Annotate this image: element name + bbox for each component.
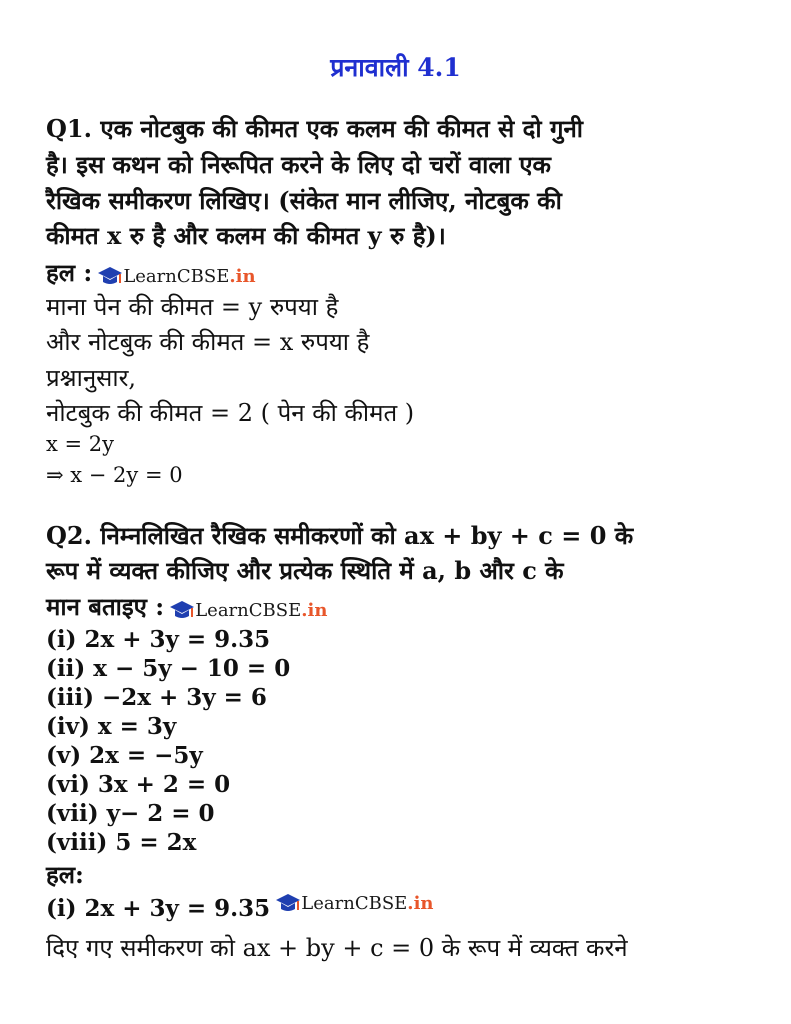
q1-solution-line-3: प्रश्नानुसार, xyxy=(46,364,137,392)
logo-tld: .in xyxy=(301,600,328,621)
q1-solution-line-4: नोटबुक की कीमत = 2 ( पेन की कीमत ) xyxy=(46,399,415,427)
q2-item-2: (ii) x − 5y − 10 = 0 xyxy=(46,655,291,682)
q2-solution-line: दिए गए समीकरण को ax + by + c = 0 के रूप में व्यक्त करने xyxy=(46,934,628,962)
q1-solution-line-5: x = 2y xyxy=(46,432,115,456)
q2-solution-item-row xyxy=(46,895,434,924)
logo-tld: .in xyxy=(407,893,434,914)
learncbse-logo xyxy=(275,892,433,916)
q1-line-2: है। इस कथन को निरूपित करने के लिए दो चरों वाला एक xyxy=(46,150,551,179)
q2-item-4: (iv) x = 3y xyxy=(46,713,177,740)
exercise-title: प्रनावाली 4.1 xyxy=(330,53,461,82)
q2-item-5: (v) 2x = −5y xyxy=(46,742,203,769)
solution-label: हल : xyxy=(46,258,93,287)
q1-line-3: रैखिक समीकरण लिखिए। (संकेत मान लीजिए, नोटबुक की xyxy=(46,186,562,215)
q1-solution-line-2: और नोटबुक की कीमत = x रुपया है xyxy=(46,328,370,356)
learncbse-logo xyxy=(97,265,255,289)
q1-solution-line-1: माना पेन की कीमत = y रुपया है xyxy=(46,293,339,321)
graduation-cap-icon xyxy=(97,265,123,289)
q1-line-4: कीमत x रु है और कलम की कीमत y रु है)। xyxy=(46,221,446,250)
q2-line-3: मान बताइए : xyxy=(46,592,165,621)
q2-item-7: (vii) y− 2 = 0 xyxy=(46,800,215,827)
logo-text: LearnCBSE xyxy=(301,893,408,914)
graduation-cap-icon xyxy=(275,892,301,916)
q1-solution-line-6: ⇒ x − 2y = 0 xyxy=(46,463,183,487)
logo-text: LearnCBSE xyxy=(123,266,230,287)
q2-item-1: (i) 2x + 3y = 9.35 xyxy=(46,626,271,653)
q2-item-3: (iii) −2x + 3y = 6 xyxy=(46,684,267,711)
q2-solution-label: हल: xyxy=(46,860,84,889)
q2-item-8: (viii) 5 = 2x xyxy=(46,829,197,856)
q2-line-3-row xyxy=(46,590,327,623)
graduation-cap-icon xyxy=(169,599,195,623)
q1-line-1: Q1. एक नोटबुक की कीमत एक कलम की कीमत से दो गुनी xyxy=(46,114,583,143)
logo-tld: .in xyxy=(229,266,256,287)
q1-solution-header xyxy=(46,256,256,289)
q2-item-6: (vi) 3x + 2 = 0 xyxy=(46,771,231,798)
q2-solution-item: (i) 2x + 3y = 9.35 xyxy=(46,895,271,922)
logo-text: LearnCBSE xyxy=(195,600,302,621)
q2-line-2: रूप में व्यक्त कीजिए और प्रत्येक स्थिति में a, b और c के xyxy=(46,556,564,585)
q2-line-1: Q2. निम्नलिखित रैखिक समीकरणों को ax + by + c = 0 के xyxy=(46,521,634,550)
learncbse-logo xyxy=(169,599,327,623)
